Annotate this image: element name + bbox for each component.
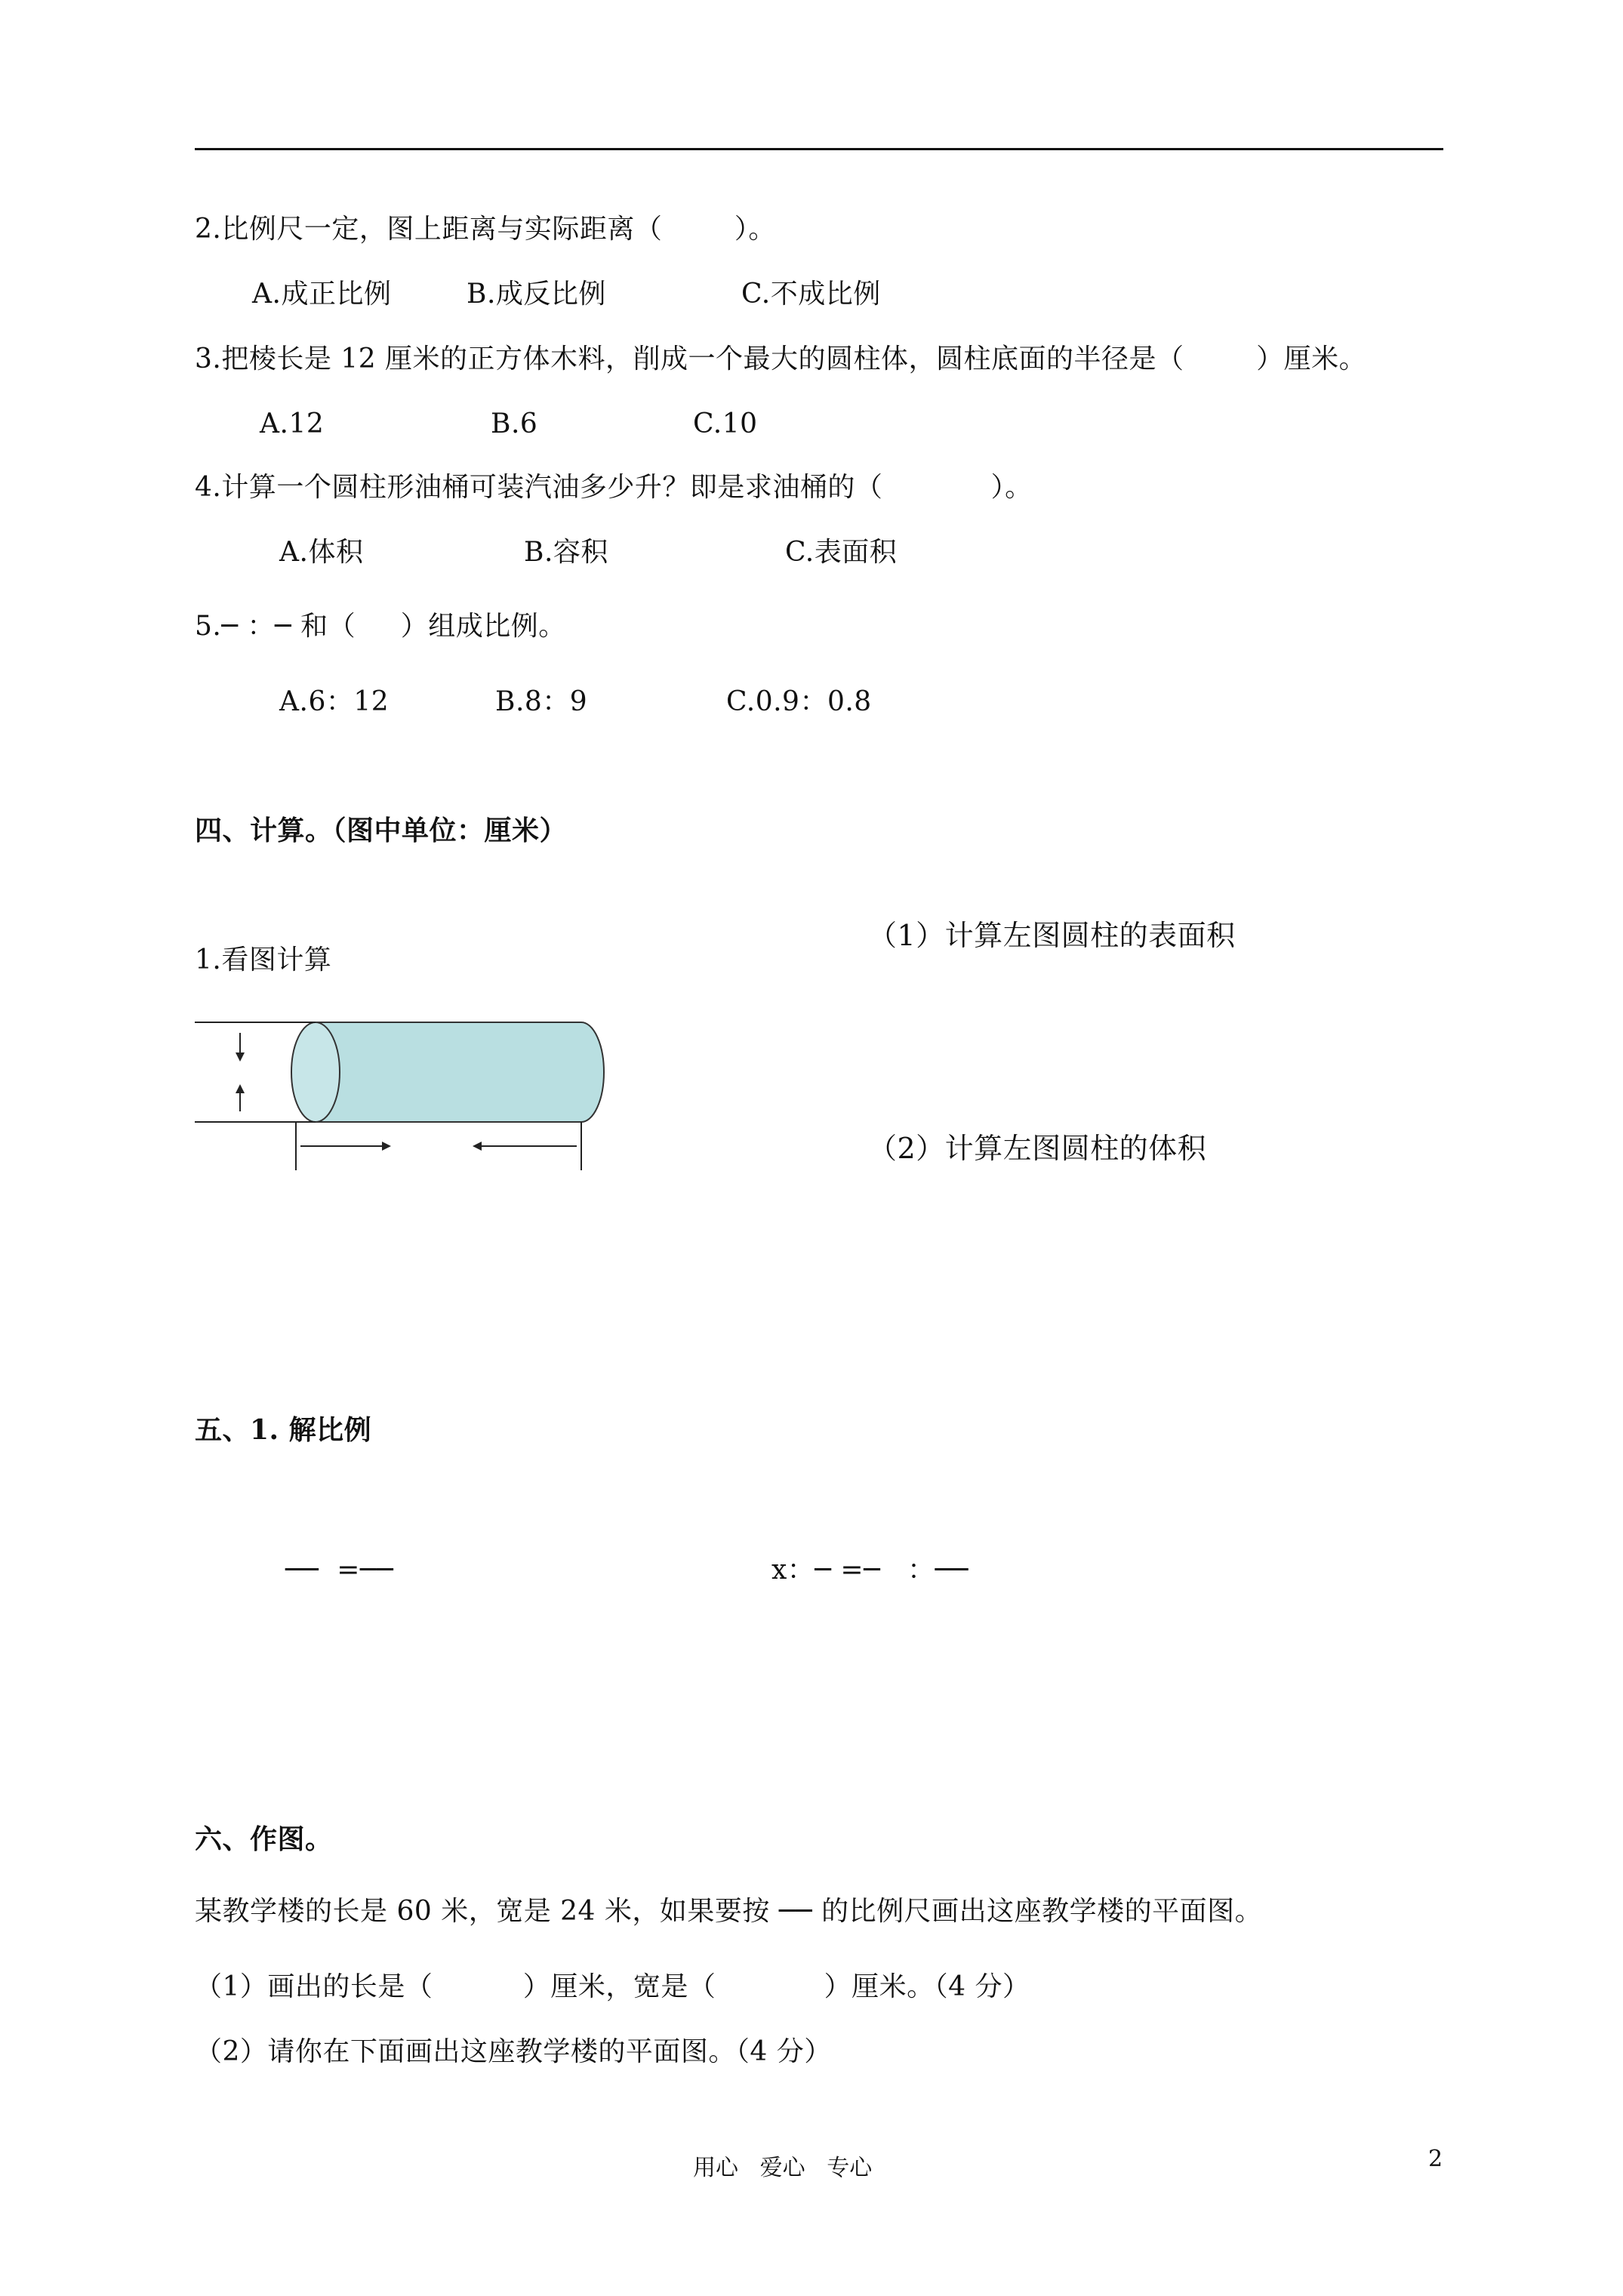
question-2-option-b: B.成反比例 [467, 279, 606, 310]
question-5-option-b: B.8：9 [495, 686, 588, 717]
question-4-option-b: B.容积 [524, 537, 608, 568]
header-rule [195, 148, 1443, 150]
section-4-heading: 四、计算。（图中单位：厘米） [195, 815, 568, 846]
question-4-option-c: C.表面积 [785, 537, 898, 568]
question-5-option-c: C.0.9：0.8 [726, 686, 872, 717]
page-number: 2 [1428, 2146, 1443, 2172]
question-3-option-c: C.10 [693, 408, 758, 439]
section-4-item-1: 1.看图计算 [195, 945, 332, 975]
section-6-heading: 六、作图。 [195, 1823, 333, 1855]
question-4-stem: 4.计算一个圆柱形油桶可装汽油多少升？即是求油桶的（ ）。 [195, 472, 1033, 503]
question-2-option-a: A.成正比例 [252, 279, 392, 310]
section-6-part-2: （2）请你在下面画出这座教学楼的平面图。（4 分） [195, 2036, 832, 2067]
question-2-stem: 2.比例尺一定，图上距离与实际距离（ ）。 [195, 214, 776, 245]
section-5-heading: 五、1. 解比例 [195, 1414, 372, 1446]
question-3-option-a: A.12 [260, 408, 325, 439]
question-3-stem: 3.把棱长是 12 厘米的正方体木料，削成一个最大的圆柱体，圆柱底面的半径是（ ）厘米。 [195, 344, 1367, 374]
question-3-option-b: B.6 [491, 408, 538, 439]
question-4-option-a: A.体积 [279, 537, 364, 568]
proportion-equation-1: ── =── [285, 1555, 394, 1586]
question-5-stem: 5.─ ：─ 和（ ）组成比例。 [195, 611, 566, 642]
cylinder-diagram [189, 1004, 611, 1185]
section-6-problem: 某教学楼的长是 60 米，宽是 24 米，如果要按 ── 的比例尺画出这座教学楼的平面图。 [195, 1896, 1263, 1927]
cylinder-body [316, 1022, 604, 1122]
proportion-equation-2: x：─ =─ ：── [771, 1555, 969, 1586]
section-6-part-1: （1）画出的长是（ ）厘米，宽是（ ）厘米。（4 分） [195, 1971, 1030, 2002]
question-2-option-c: C.不成比例 [741, 279, 881, 310]
section-4-subquestion-2: （2）计算左图圆柱的体积 [868, 1132, 1207, 1165]
question-5-option-a: A.6：12 [279, 686, 390, 717]
footer-text: 用心 爱心 专心 [693, 2155, 873, 2181]
section-4-subquestion-1: （1）计算左图圆柱的表面积 [868, 919, 1236, 952]
cylinder-end [291, 1022, 340, 1122]
